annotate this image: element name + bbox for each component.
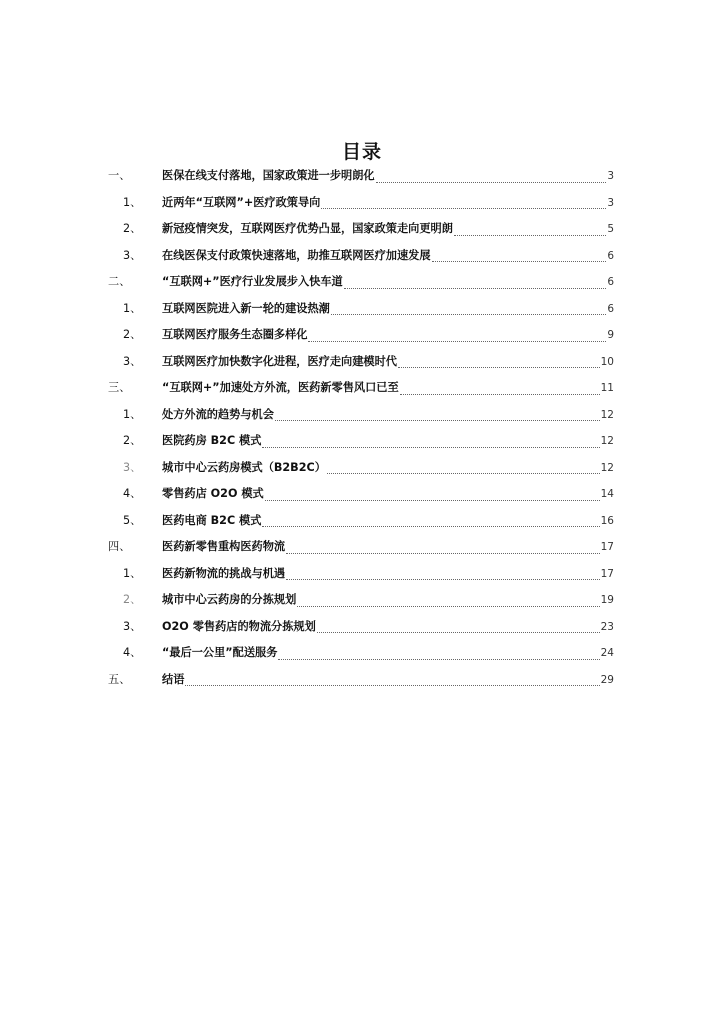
toc-dot-leader bbox=[286, 578, 600, 580]
toc-entry-text: 处方外流的趋势与机会 bbox=[162, 407, 274, 421]
toc-entry-text: 医药新零售重构医药物流 bbox=[162, 540, 286, 553]
toc-entry-page: 6 bbox=[607, 276, 614, 288]
toc-entry-page: 11 bbox=[600, 382, 614, 394]
toc-entry-number: 3、 bbox=[123, 619, 142, 633]
toc-entry-text: 医药新物流的挑战与机遇 bbox=[162, 566, 286, 580]
toc-entry-page: 19 bbox=[600, 594, 614, 606]
toc-entry-text: “最后一公里”配送服务 bbox=[162, 646, 278, 659]
toc-entry[interactable] bbox=[108, 644, 614, 671]
toc-entry[interactable] bbox=[108, 618, 614, 645]
toc-dot-leader bbox=[344, 287, 607, 289]
toc-entry-number: 四、 bbox=[108, 540, 131, 553]
toc-entry-text: 互联网医院进入新一轮的建设热潮 bbox=[162, 301, 330, 315]
toc-dot-leader bbox=[278, 658, 599, 660]
toc-dot-leader bbox=[327, 472, 600, 474]
toc-dot-leader bbox=[376, 181, 607, 183]
toc-entry-number: 5、 bbox=[123, 513, 142, 527]
toc-entry-number: 3、 bbox=[123, 248, 142, 262]
toc-entry-page: 6 bbox=[607, 302, 614, 315]
toc-entry[interactable] bbox=[108, 194, 614, 221]
toc-entry-page: 23 bbox=[600, 620, 614, 633]
toc-entry-text: 互联网医疗加快数字化进程，医疗走向建模时代 bbox=[162, 354, 397, 368]
toc-entry-number: 三、 bbox=[108, 381, 131, 394]
toc-entry-page: 24 bbox=[600, 647, 614, 659]
toc-entry-number: 1、 bbox=[123, 566, 142, 580]
toc-dot-leader bbox=[262, 446, 599, 448]
toc-entry-page: 6 bbox=[607, 249, 614, 262]
toc-entry[interactable] bbox=[108, 379, 614, 406]
toc-entry[interactable] bbox=[108, 326, 614, 353]
toc-dot-leader bbox=[262, 525, 599, 527]
toc-dot-leader bbox=[308, 340, 606, 342]
toc-entry-text: 零售药店 O2O 模式 bbox=[162, 487, 264, 500]
toc-entry-page: 5 bbox=[607, 223, 614, 235]
toc-dot-leader bbox=[275, 419, 600, 421]
toc-entry-text: O2O 零售药店的物流分拣规划 bbox=[162, 619, 316, 633]
toc-entry-number: 2、 bbox=[123, 434, 142, 447]
toc-entry[interactable] bbox=[108, 353, 614, 380]
toc-entry-page: 9 bbox=[607, 329, 614, 341]
toc-entry-page: 12 bbox=[600, 461, 614, 474]
toc-entry-page: 17 bbox=[600, 567, 614, 580]
toc-entry[interactable] bbox=[108, 565, 614, 592]
toc-dot-leader bbox=[331, 313, 606, 315]
toc-entry[interactable] bbox=[108, 591, 614, 618]
toc-entry-number: 1、 bbox=[123, 407, 142, 421]
toc-entry[interactable] bbox=[108, 512, 614, 539]
toc-entry[interactable] bbox=[108, 406, 614, 433]
toc-dot-leader bbox=[185, 684, 599, 686]
toc-entry-text: 互联网医疗服务生态圈多样化 bbox=[162, 328, 308, 341]
toc-entry[interactable] bbox=[108, 300, 614, 327]
toc-entry-text: 在线医保支付政策快速落地，助推互联网医疗加速发展 bbox=[162, 248, 431, 262]
toc-dot-leader bbox=[321, 207, 606, 209]
toc-entry-number: 1、 bbox=[123, 195, 142, 209]
toc-entry[interactable] bbox=[108, 671, 614, 698]
toc-entry-page: 14 bbox=[600, 488, 614, 500]
toc-title: 目录 bbox=[341, 141, 382, 163]
toc-entry[interactable] bbox=[108, 538, 614, 565]
toc-entry[interactable] bbox=[108, 432, 614, 459]
toc-entry-page: 12 bbox=[600, 408, 614, 421]
toc-entry-page: 17 bbox=[600, 541, 614, 553]
toc-entry[interactable] bbox=[108, 220, 614, 247]
toc-entry-page: 3 bbox=[607, 170, 614, 182]
toc-entry-text: 医药电商 B2C 模式 bbox=[162, 513, 262, 527]
toc-entry-number: 4、 bbox=[123, 646, 142, 659]
toc-dot-leader bbox=[398, 366, 600, 368]
toc-entry[interactable] bbox=[108, 273, 614, 300]
toc-entry-number: 2、 bbox=[123, 593, 142, 606]
toc-entry-number: 3、 bbox=[123, 460, 142, 474]
toc-entry-number: 4、 bbox=[123, 487, 142, 500]
toc-entry-text: “互联网+”医疗行业发展步入快车道 bbox=[162, 275, 343, 288]
toc-entry-text: 新冠疫情突发，互联网医疗优势凸显，国家政策走向更明朗 bbox=[162, 222, 453, 235]
toc-entry-number: 2、 bbox=[123, 328, 142, 341]
toc-dot-leader bbox=[286, 552, 600, 554]
toc-entry-text: 医院药房 B2C 模式 bbox=[162, 434, 262, 447]
toc-entry-number: 2、 bbox=[123, 222, 142, 235]
toc-entry-page: 10 bbox=[600, 355, 614, 368]
toc-list bbox=[108, 167, 614, 697]
toc-entry-page: 29 bbox=[600, 673, 614, 686]
toc-entry-number: 3、 bbox=[123, 354, 142, 368]
toc-entry-number: 1、 bbox=[123, 301, 142, 315]
toc-entry[interactable] bbox=[108, 459, 614, 486]
toc-dot-leader bbox=[297, 605, 599, 607]
toc-entry-number: 五、 bbox=[108, 672, 131, 686]
toc-entry-number: 二、 bbox=[108, 275, 131, 288]
toc-dot-leader bbox=[317, 631, 600, 633]
toc-entry-text: 医保在线支付落地，国家政策进一步明朗化 bbox=[162, 169, 375, 182]
toc-dot-leader bbox=[454, 234, 606, 236]
toc-dot-leader bbox=[265, 499, 600, 501]
toc-entry-number: 一、 bbox=[108, 169, 131, 182]
toc-dot-leader bbox=[400, 393, 600, 395]
toc-entry-text: 结语 bbox=[162, 672, 185, 686]
toc-entry-page: 12 bbox=[600, 435, 614, 447]
toc-entry-page: 3 bbox=[607, 196, 614, 209]
toc-entry-text: 城市中心云药房模式（B2B2C） bbox=[162, 460, 326, 474]
toc-entry[interactable] bbox=[108, 247, 614, 274]
toc-dot-leader bbox=[432, 260, 607, 262]
toc-entry[interactable] bbox=[108, 167, 614, 194]
toc-entry[interactable] bbox=[108, 485, 614, 512]
toc-entry-text: “互联网+”加速处方外流，医药新零售风口已至 bbox=[162, 381, 399, 394]
toc-entry-text: 近两年“互联网”+医疗政策导向 bbox=[162, 195, 321, 209]
toc-entry-page: 16 bbox=[600, 514, 614, 527]
toc-entry-text: 城市中心云药房的分拣规划 bbox=[162, 593, 297, 606]
